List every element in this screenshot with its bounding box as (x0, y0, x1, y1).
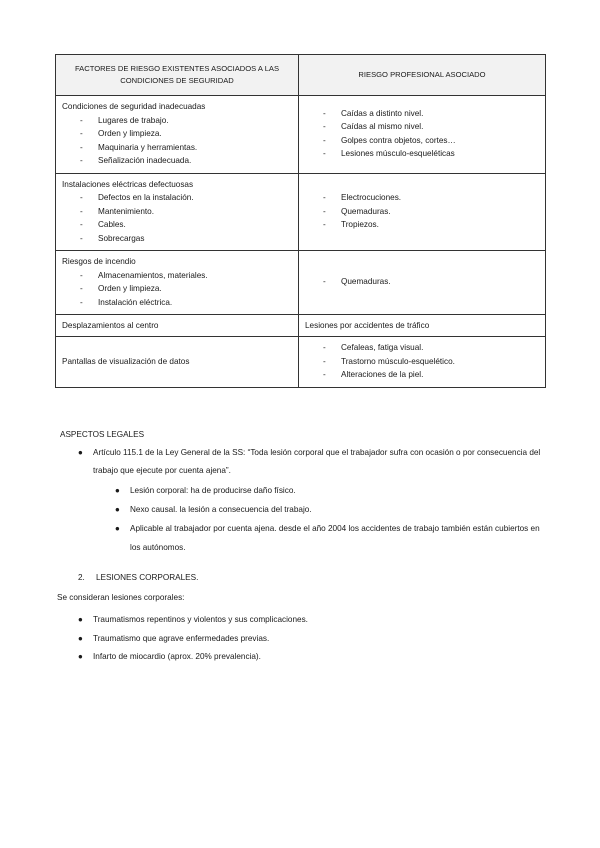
list-item: - Golpes contra objetos, cortes… (323, 135, 456, 145)
header-risk-factors: FACTORES DE RIESGO EXISTENTES ASOCIADOS A LAS CONDICIONES DE SEGURIDAD (56, 55, 299, 96)
factor-list (62, 114, 292, 168)
list-item: - Caídas al mismo nivel. (323, 122, 424, 132)
factor-title: Instalaciones eléctricas defectuosas (62, 179, 194, 189)
factor-title: Pantallas de visualización de datos (62, 356, 190, 366)
factor-cell (56, 337, 299, 388)
list-item: - Orden y limpieza. (80, 129, 162, 138)
risk-cell (299, 173, 546, 251)
bullet-icon: ● (115, 486, 120, 495)
risk-list (305, 341, 539, 382)
list-item: - Electrocuciones. (323, 193, 402, 202)
section-intro: Se consideran lesiones corporales: (57, 593, 185, 602)
list-item: ● Traumatismos repentinos y violentos y sus complicaciones. (78, 611, 308, 630)
table-row (56, 315, 546, 337)
risk-cell (299, 337, 546, 388)
section-heading (78, 573, 198, 582)
list-item: ● Lesión corporal: ha de producirse daño físico. (115, 481, 546, 500)
factor-title: Riesgos de incendio (62, 257, 136, 266)
table-row (56, 173, 546, 251)
list-item: - Maquinaria y herramientas. (80, 142, 198, 152)
factor-title: Condiciones de seguridad inadecuadas (62, 102, 206, 111)
article-bullet (78, 444, 546, 480)
table-row (56, 337, 546, 388)
section-title: LESIONES CORPORALES. (96, 573, 199, 582)
table-row (56, 96, 546, 174)
list-item: - Quemaduras. (323, 277, 391, 287)
risk-list (305, 191, 539, 232)
factor-cell (56, 173, 299, 251)
factor-cell (56, 251, 299, 315)
list-item: - Cables. (80, 220, 126, 229)
list-item: - Mantenimiento. (80, 206, 154, 216)
header-professional-risk: RIESGO PROFESIONAL ASOCIADO (299, 55, 546, 96)
list-item: ● Aplicable al trabajador por cuenta ajena. desde el año 2004 los accidentes de trabajo también están cubiertos en los autónomos. (115, 519, 546, 557)
list-item: - Orden y limpieza. (80, 284, 162, 293)
risk-list (305, 107, 539, 161)
list-item: - Instalación eléctrica. (80, 297, 173, 307)
factor-list (62, 269, 292, 310)
factor-list (62, 191, 292, 245)
bullet-icon: ● (78, 448, 83, 457)
factor-title: Desplazamientos al centro (62, 320, 159, 330)
list-item: ● Nexo causal. la lesión a consecuencia del trabajo. (115, 500, 546, 519)
section-number: 2. (78, 573, 85, 582)
list-item: - Lesiones músculo-esqueléticas (323, 149, 455, 159)
list-item: - Caídas a distinto nivel. (323, 108, 424, 118)
bullet-icon: ● (78, 652, 83, 661)
list-item: - Quemaduras. (323, 206, 391, 216)
table-row (56, 251, 546, 315)
list-item: - Lugares de trabajo. (80, 115, 169, 125)
bullet-icon: ● (78, 633, 83, 643)
risk-cell (299, 251, 546, 315)
article-text: Artículo 115.1 de la Ley General de la SS: “Toda lesión corporal que el trabajador sufra con ocasión o por consecuencia del trabajo que ejecute por cuenta ajena”. (93, 448, 541, 475)
injury-list (78, 611, 308, 667)
list-item: - Defectos en la instalación. (80, 193, 194, 202)
factor-cell (56, 96, 299, 174)
list-item: - Tropiezos. (323, 220, 379, 229)
list-item: - Sobrecargas (80, 233, 145, 243)
bullet-icon: ● (115, 505, 120, 514)
list-item: - Trastorno músculo-esquelético. (323, 356, 455, 366)
risk-cell (299, 315, 546, 337)
list-item: - Cefaleas, fatiga visual. (323, 343, 424, 352)
bullet-icon: ● (78, 615, 83, 624)
risk-list (305, 275, 539, 289)
risk-cell (299, 96, 546, 174)
list-item: - Alteraciones de la piel. (323, 370, 424, 379)
risk-text: Lesiones por accidentes de tráfico (305, 320, 430, 330)
bullet-icon: ● (115, 524, 120, 533)
list-item: - Almacenamientos, materiales. (80, 270, 208, 280)
list-item: ● Traumatismo que agrave enfermedades previas. (78, 630, 308, 649)
list-item: ● Infarto de miocardio (aprox. 20% prevalencia). (78, 648, 308, 667)
legal-sub-list (115, 481, 546, 557)
table-header-row (56, 55, 546, 96)
risk-factors-table (55, 54, 546, 388)
list-item: - Señalización inadecuada. (80, 156, 192, 165)
factor-cell (56, 315, 299, 337)
legal-heading: ASPECTOS LEGALES (60, 430, 145, 439)
